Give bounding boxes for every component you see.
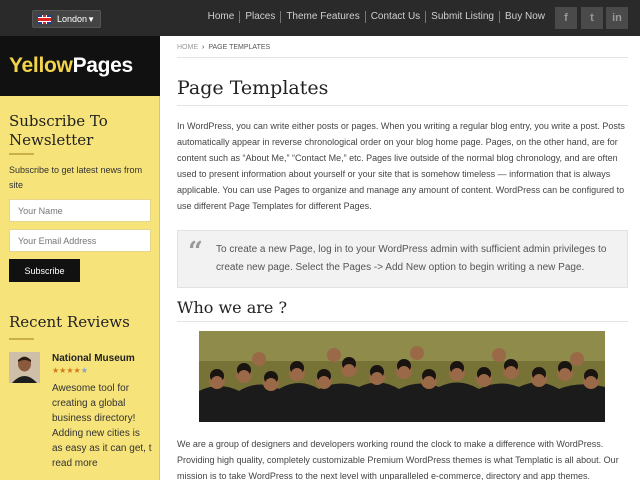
facebook-icon[interactable]: f: [555, 7, 577, 29]
uk-flag-icon: [38, 15, 51, 24]
nav-link-places[interactable]: Places: [239, 11, 280, 23]
logo-text-yellow: Yellow: [9, 54, 73, 77]
logo-area: [0, 36, 160, 96]
blockquote: [177, 230, 628, 288]
team-photo: [199, 331, 605, 422]
review-place-name[interactable]: National Museum: [52, 353, 135, 364]
twitter-icon[interactable]: t: [581, 7, 603, 29]
breadcrumb-home[interactable]: HOME: [177, 44, 198, 51]
nav-link-buy-now[interactable]: Buy Now: [499, 11, 550, 23]
newsletter-title-line1: Subscribe To: [9, 112, 108, 130]
star-icon: ★: [66, 366, 74, 375]
newsletter-title-line2: Newsletter: [9, 131, 94, 149]
site-logo[interactable]: [9, 54, 133, 78]
reviews-divider: [9, 338, 34, 340]
breadcrumb-current: PAGE TEMPLATES: [208, 44, 271, 51]
top-navigation: [203, 11, 550, 23]
email-input[interactable]: [9, 229, 151, 252]
intro-paragraph: In WordPress, you can write either posts or pages. When you writing a regular blog entry, you write a post. Posts automatically appear in reverse chronological order on your blog home page. Pages, on the other hand, are for content such as “About Me,” “Contact Me,” etc. Pages live outside of the normal blog chronology, and are often used to present information about yourself or your site that is somehow timeless — information that is always applicable. You can use Pages to organize and manage any amount of content. WordPress can be configured to use different Page Templates for different Pages.: [177, 121, 625, 211]
recent-reviews-title: Recent Reviews: [9, 313, 130, 331]
quote-icon: “: [188, 237, 203, 267]
page-title: Page Templates: [177, 77, 329, 99]
chevron-down-icon: ▼: [87, 14, 95, 24]
title-divider: [177, 105, 628, 106]
review-rating: [52, 366, 88, 375]
star-icon: ★: [59, 366, 67, 375]
breadcrumb-divider: [177, 57, 628, 58]
logo-text-pages: Pages: [72, 54, 133, 77]
star-empty-icon: ★: [80, 366, 88, 375]
star-icon: ★: [52, 366, 60, 375]
who-we-are-heading: Who we are ?: [177, 298, 288, 317]
about-paragraph: We are a group of designers and developers working round the clock to make a difference with WordPress. Providing high quality, completely customizable Premium WordPress themes is what Templatic is all about. Our mission is to take WordPress to the next level with unparalleled e-commerce, directory and app themes.: [177, 439, 619, 480]
breadcrumb: [177, 44, 270, 51]
newsletter-subtitle: Subscribe to get latest news from site: [9, 165, 143, 190]
newsletter-divider: [9, 153, 34, 155]
top-bar: [0, 0, 640, 36]
quote-text: To create a new Page, log in to your WordPress admin with sufficient admin privileges to create new page. Select the Pages -> Add New option to begin writing a new Page.: [216, 244, 607, 273]
city-selector[interactable]: [32, 10, 101, 28]
who-divider: [177, 321, 628, 322]
review-text: Awesome tool for creating a global business directory! Adding new cities is as easy as it can get, t read more: [52, 383, 152, 469]
nav-link-contact-us[interactable]: Contact Us: [365, 11, 425, 23]
subscribe-button[interactable]: Subscribe: [9, 259, 80, 282]
nav-link-home[interactable]: Home: [207, 11, 235, 22]
star-icon: ★: [73, 366, 81, 375]
nav-link-theme-features[interactable]: Theme Features: [280, 11, 364, 23]
city-selector-value: London: [57, 14, 88, 24]
linkedin-icon[interactable]: in: [606, 7, 628, 29]
reviewer-avatar[interactable]: [9, 352, 40, 383]
chevron-right-icon: ›: [202, 44, 205, 51]
nav-link-submit-listing[interactable]: Submit Listing: [425, 11, 499, 23]
name-input[interactable]: [9, 199, 151, 222]
